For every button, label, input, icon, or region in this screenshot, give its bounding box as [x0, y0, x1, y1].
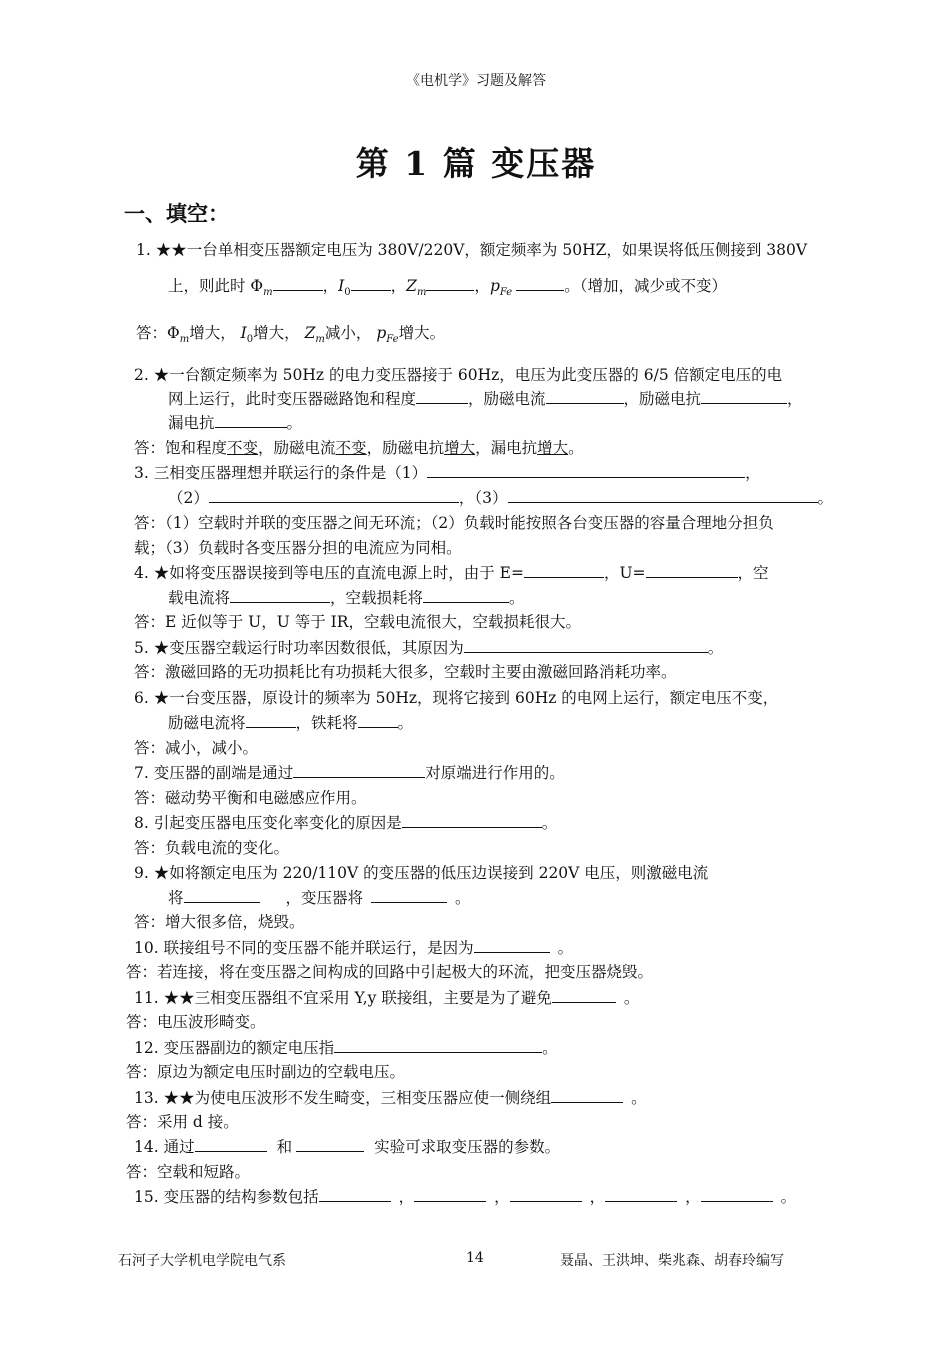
blank — [351, 276, 391, 291]
blank — [474, 938, 550, 953]
blank — [427, 463, 745, 478]
blank — [414, 1187, 486, 1202]
running-header: 《电机学》习题及解答 — [406, 73, 546, 89]
q9-answer: 答：增大很多倍，烧毁。 — [134, 913, 305, 931]
q4-line-1: 4. ★如将变压器误接到等电压的直流电源上时，由于 E= ，U= ，空 — [134, 564, 769, 582]
blank — [371, 888, 447, 903]
q6-line-2: 励磁电流将 ，铁耗将 。 — [168, 714, 414, 732]
blank — [551, 1088, 623, 1103]
blank — [296, 1137, 364, 1152]
q8-answer: 答：负载电流的变化。 — [134, 839, 290, 857]
q10-line: 10. 联接组号不同的变压器不能并联运行，是因为 。 — [134, 939, 574, 957]
blank — [510, 1187, 582, 1202]
page-title: 第 1 篇 变压器 — [355, 144, 597, 183]
footer-authors: 聂晶、王洪坤、柴兆森、胡春玲编写 — [560, 1253, 784, 1269]
q1-line-1: 1. ★★一台单相变压器额定电压为 380V/220V，额定频率为 50HZ，如果误将低压侧接到 380V — [136, 241, 808, 259]
q3-answer-1: 答：（1）空载时并联的变压器之间无环流；（2）负载时能按照各台变压器的容量合理地分担负 — [134, 514, 774, 532]
blank — [423, 588, 509, 603]
q3-line-1: 3. 三相变压器理想并联运行的条件是（1） ， — [134, 464, 761, 482]
blank — [358, 713, 398, 728]
blank — [426, 276, 474, 291]
q12-line: 12. 变压器副边的额定电压指 。 — [134, 1039, 558, 1057]
blank — [195, 1137, 267, 1152]
blank — [552, 988, 616, 1003]
q2-line-3: 漏电抗 。 — [168, 414, 303, 432]
blank — [605, 1187, 677, 1202]
blank — [416, 389, 468, 404]
q7-answer: 答：磁动势平衡和电磁感应作用。 — [134, 789, 367, 807]
blank — [402, 813, 542, 828]
q11-line: 11. ★★三相变压器组不宜采用 Y,y 联接组，主要是为了避免 。 — [134, 989, 640, 1007]
q11-answer: 答：电压波形畸变。 — [126, 1013, 266, 1031]
q6-line-1: 6. ★一台变压器，原设计的频率为 50Hz，现将它接到 60Hz 的电网上运行，额定电压不变， — [134, 689, 779, 707]
q2-answer: 答：饱和程度不变，励磁电流不变，励磁电抗增大，漏电抗增大。 — [134, 439, 584, 457]
q14-answer: 答：空载和短路。 — [126, 1163, 251, 1181]
q9-line-1: 9. ★如将额定电压为 220/110V 的变压器的低压边误接到 220V 电压，则激磁电流 — [134, 864, 709, 882]
blank — [546, 389, 624, 404]
page-number: 14 — [466, 1250, 484, 1266]
q10-answer: 答：若连接，将在变压器之间构成的回路中引起极大的环流，把变压器烧毁。 — [126, 963, 654, 981]
blank — [464, 638, 708, 653]
q12-answer: 答：原边为额定电压时副边的空载电压。 — [126, 1063, 406, 1081]
blank — [334, 1038, 542, 1053]
q7-line: 7. 变压器的副端是通过 对原端进行作用的。 — [134, 764, 565, 782]
q4-answer: 答：E 近似等于 U，U 等于 IR，空载电流很大，空载损耗很大。 — [134, 613, 581, 631]
q3-line-2: （2） ，（3） 。 — [168, 489, 834, 507]
blank — [701, 1187, 773, 1202]
q9-line-2: 将 ，变压器将 。 — [168, 889, 471, 907]
q1-answer: 答：$\Phi_m$增大， $I_0$增大， $Z_m$减小， $p_{Fe}$增大。 — [136, 324, 446, 346]
blank — [319, 1187, 391, 1202]
blank — [230, 588, 330, 603]
blank — [293, 763, 425, 778]
blank — [209, 488, 459, 503]
blank — [516, 276, 564, 291]
q4-line-2: 载电流将 ，空载损耗将 。 — [168, 589, 525, 607]
q1-line-2: 上，则此时 $\Phi_m$ ，$I_0$ ，$Z_m$ ，$p_{Fe}$ 。（增加，减少或不变） — [168, 277, 727, 299]
blank — [215, 413, 287, 428]
q8-line: 8. 引起变压器电压变化率变化的原因是 。 — [134, 814, 558, 832]
blank — [184, 888, 260, 903]
q14-line: 14. 通过 和 实验可求取变压器的参数。 — [134, 1138, 561, 1156]
q15-line: 15. 变压器的结构参数包括 ， ， ， ， 。 — [134, 1188, 797, 1206]
blank — [701, 389, 787, 404]
footer-department: 石河子大学机电学院电气系 — [118, 1253, 286, 1269]
section-heading: 一、填空： — [124, 201, 229, 226]
blank — [508, 488, 818, 503]
q3-answer-2: 载；（3）负载时各变压器分担的电流应为同相。 — [134, 539, 462, 557]
q5-line-1: 5. ★变压器空载运行时功率因数很低，其原因为 。 — [134, 639, 724, 657]
blank — [524, 563, 604, 578]
q5-answer: 答：激磁回路的无功损耗比有功损耗大很多，空载时主要由激磁回路消耗功率。 — [134, 663, 677, 681]
q13-line: 13. ★★为使电压波形不发生畸变，三相变压器应使一侧绕组 。 — [134, 1089, 647, 1107]
blank — [273, 276, 323, 291]
q13-answer: 答：采用 d 接。 — [126, 1113, 239, 1131]
q2-line-2: 网上运行，此时变压器磁路饱和程度 ，励磁电流 ，励磁电抗 ， — [168, 390, 803, 408]
blank — [246, 713, 296, 728]
blank — [646, 563, 738, 578]
q2-line-1: 2. ★一台额定频率为 50Hz 的电力变压器接于 60Hz，电压为此变压器的 6/5 倍额定电压的电 — [134, 366, 783, 384]
q6-answer: 答：减小，减小。 — [134, 739, 259, 757]
